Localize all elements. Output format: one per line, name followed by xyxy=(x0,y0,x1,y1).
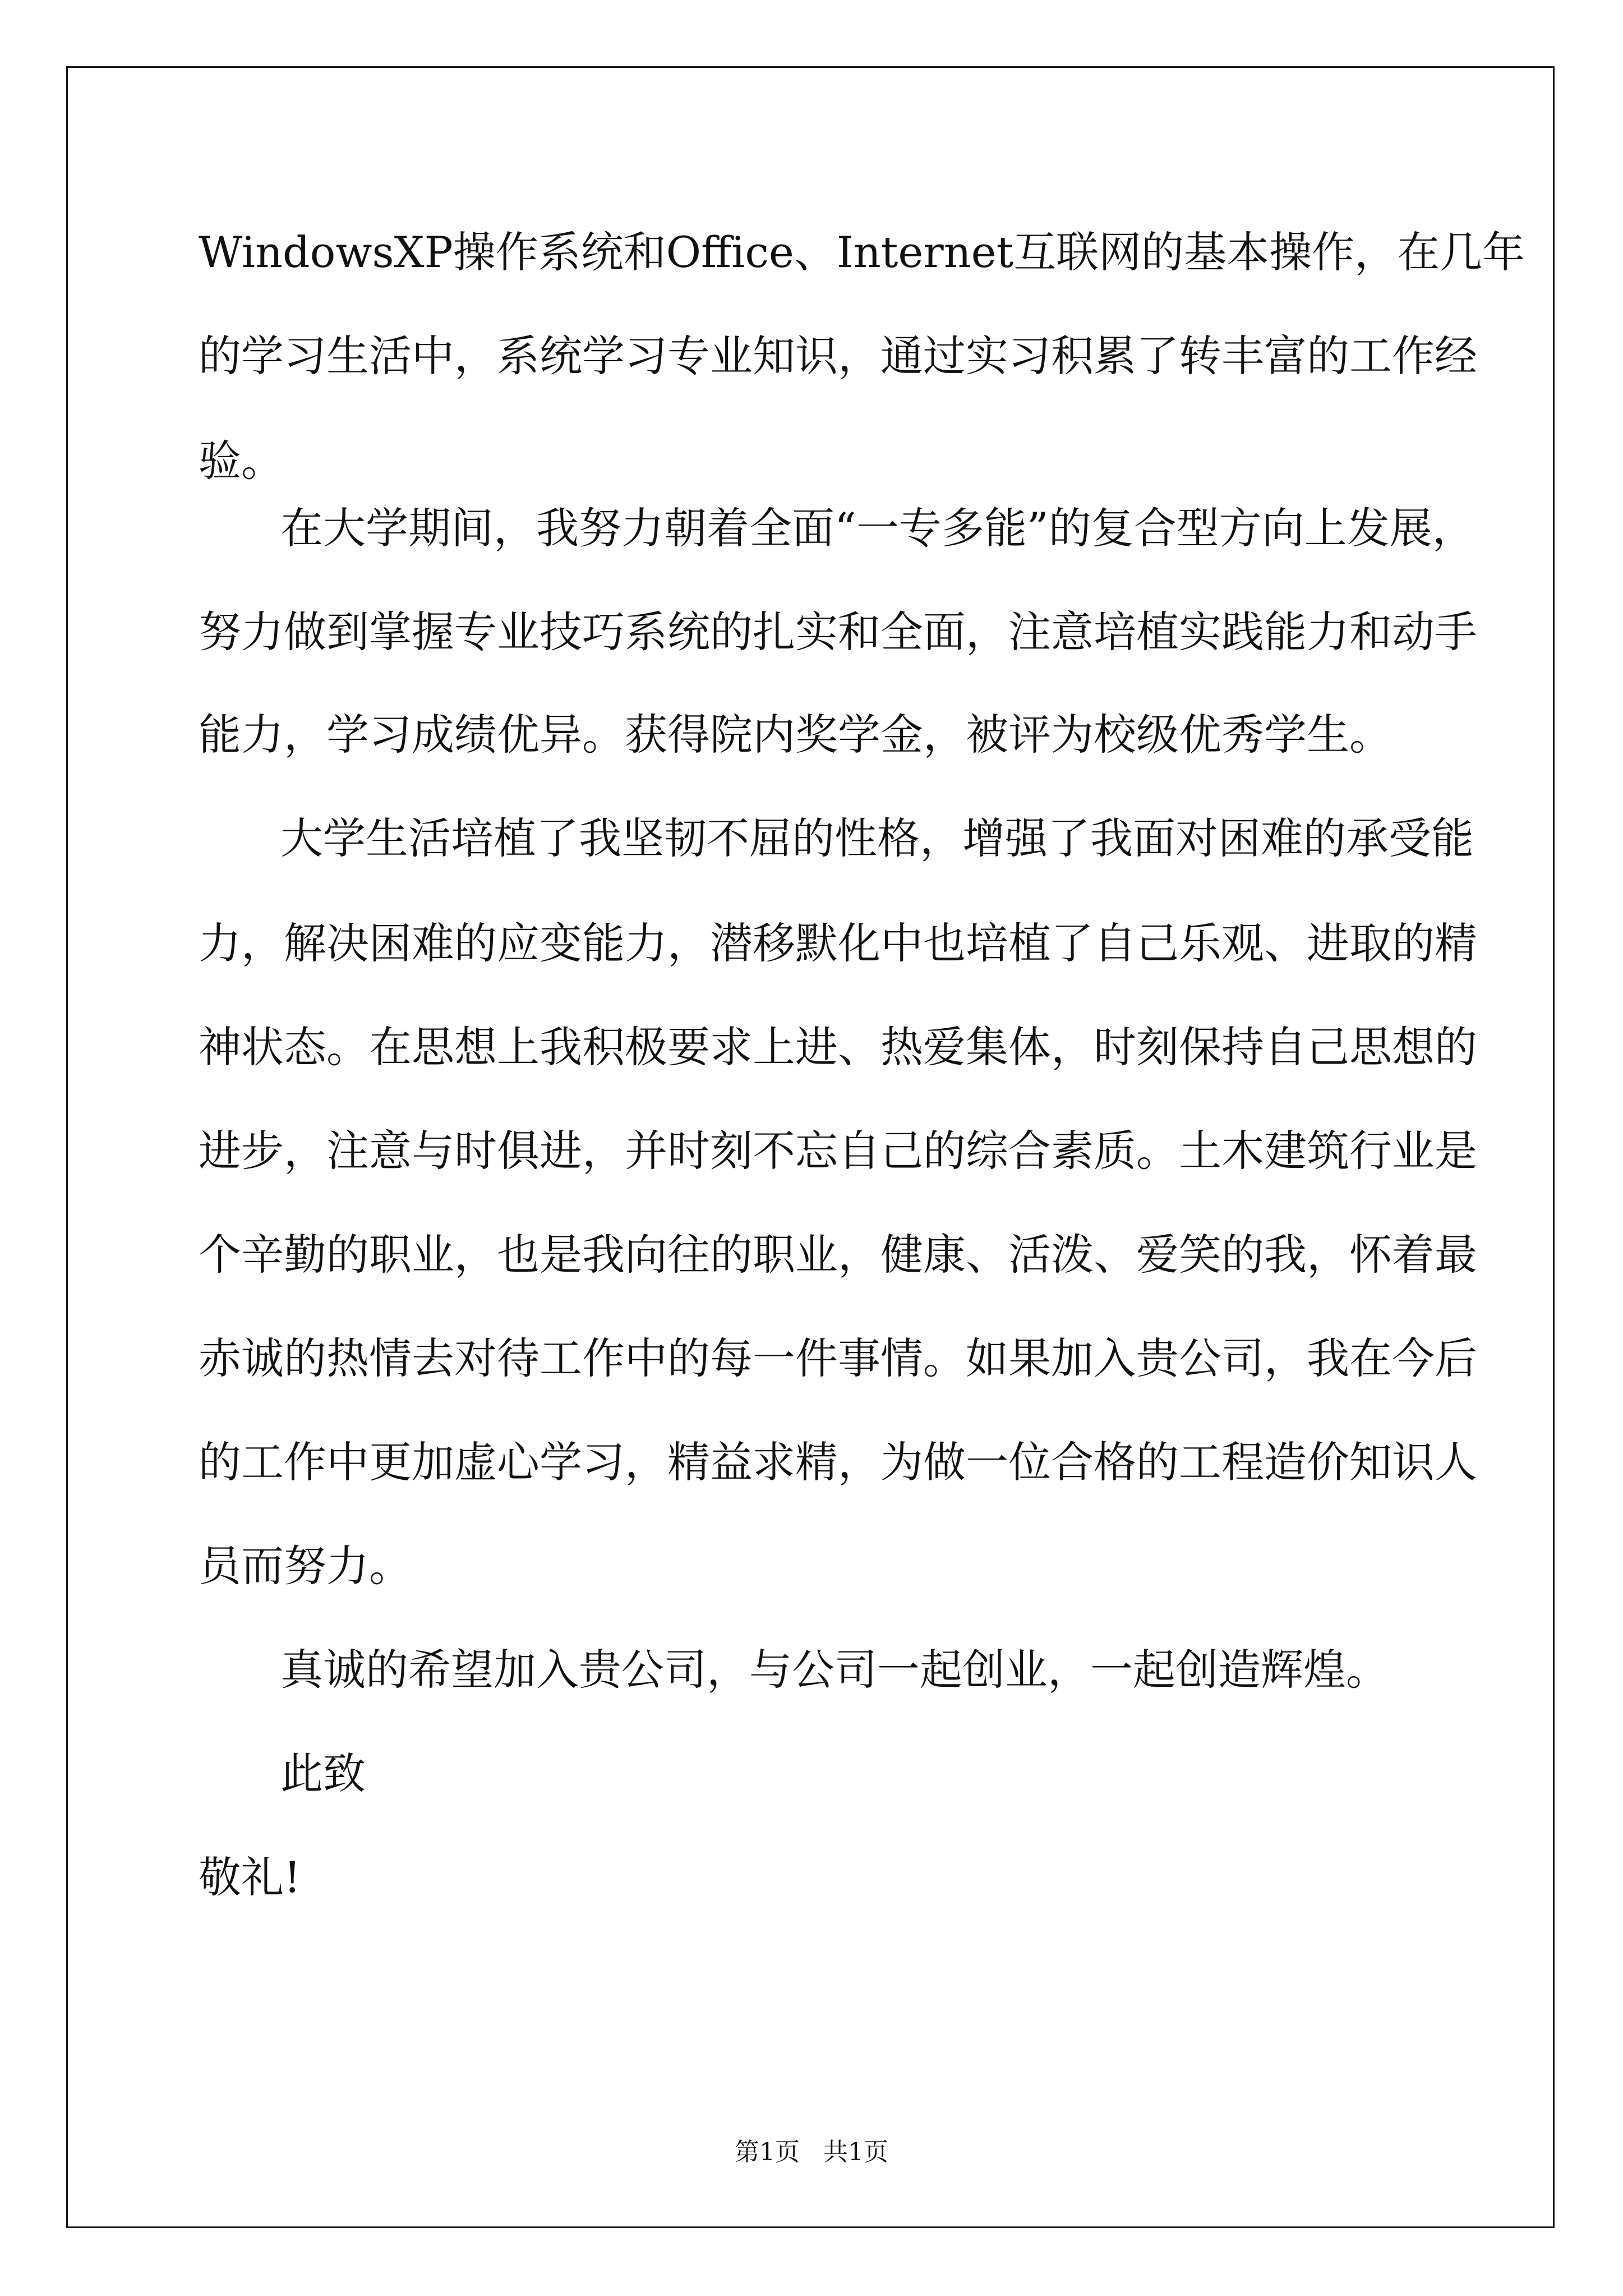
text-line: 验。 xyxy=(199,436,284,486)
text-line: 赤诚的热情去对待工作中的每一件事情。如果加入贵公司，我在今后 xyxy=(199,1333,1477,1383)
text-line: 大学生活培植了我坚韧不屈的性格，增强了我面对困难的承受能 xyxy=(280,813,1474,863)
text-line: 进步，注意与时俱进，并时刻不忘自己的综合素质。土木建筑行业是 xyxy=(199,1126,1477,1176)
text-line: 在大学期间，我努力朝着全面“一专多能”的复合型方向上发展， xyxy=(280,503,1475,553)
page-number-footer: 第1页 共1页 xyxy=(735,2138,888,2166)
text-line: 力，解决困难的应变能力，潜移默化中也培植了自己乐观、进取的精 xyxy=(199,918,1477,968)
text-line: 员而努力。 xyxy=(199,1541,412,1591)
text-line: 个辛勤的职业，也是我向往的职业，健康、活泼、爱笑的我，怀着最 xyxy=(199,1230,1477,1280)
text-line: 能力，学习成绩优异。获得院内奖学金，被评为校级优秀学生。 xyxy=(199,710,1392,760)
text-line: 神状态。在思想上我积极要求上进、热爱集体，时刻保持自己思想的 xyxy=(199,1022,1477,1072)
text-line: 努力做到掌握专业技巧系统的扎实和全面，注意培植实践能力和动手 xyxy=(199,607,1477,657)
text-line: WindowsXP操作系统和Office、Internet互联网的基本操作，在几年 xyxy=(199,227,1525,277)
text-line: 的工作中更加虚心学习，精益求精，为做一位合格的工程造价知识人 xyxy=(199,1437,1477,1487)
closing-salutation: 此致 xyxy=(280,1749,366,1798)
closing-regards: 敬礼! xyxy=(199,1852,301,1902)
text-line: 真诚的希望加入贵公司，与公司一起创业，一起创造辉煌。 xyxy=(280,1645,1389,1695)
text-line: 的学习生活中，系统学习专业知识，通过实习积累了转丰富的工作经 xyxy=(199,331,1477,381)
